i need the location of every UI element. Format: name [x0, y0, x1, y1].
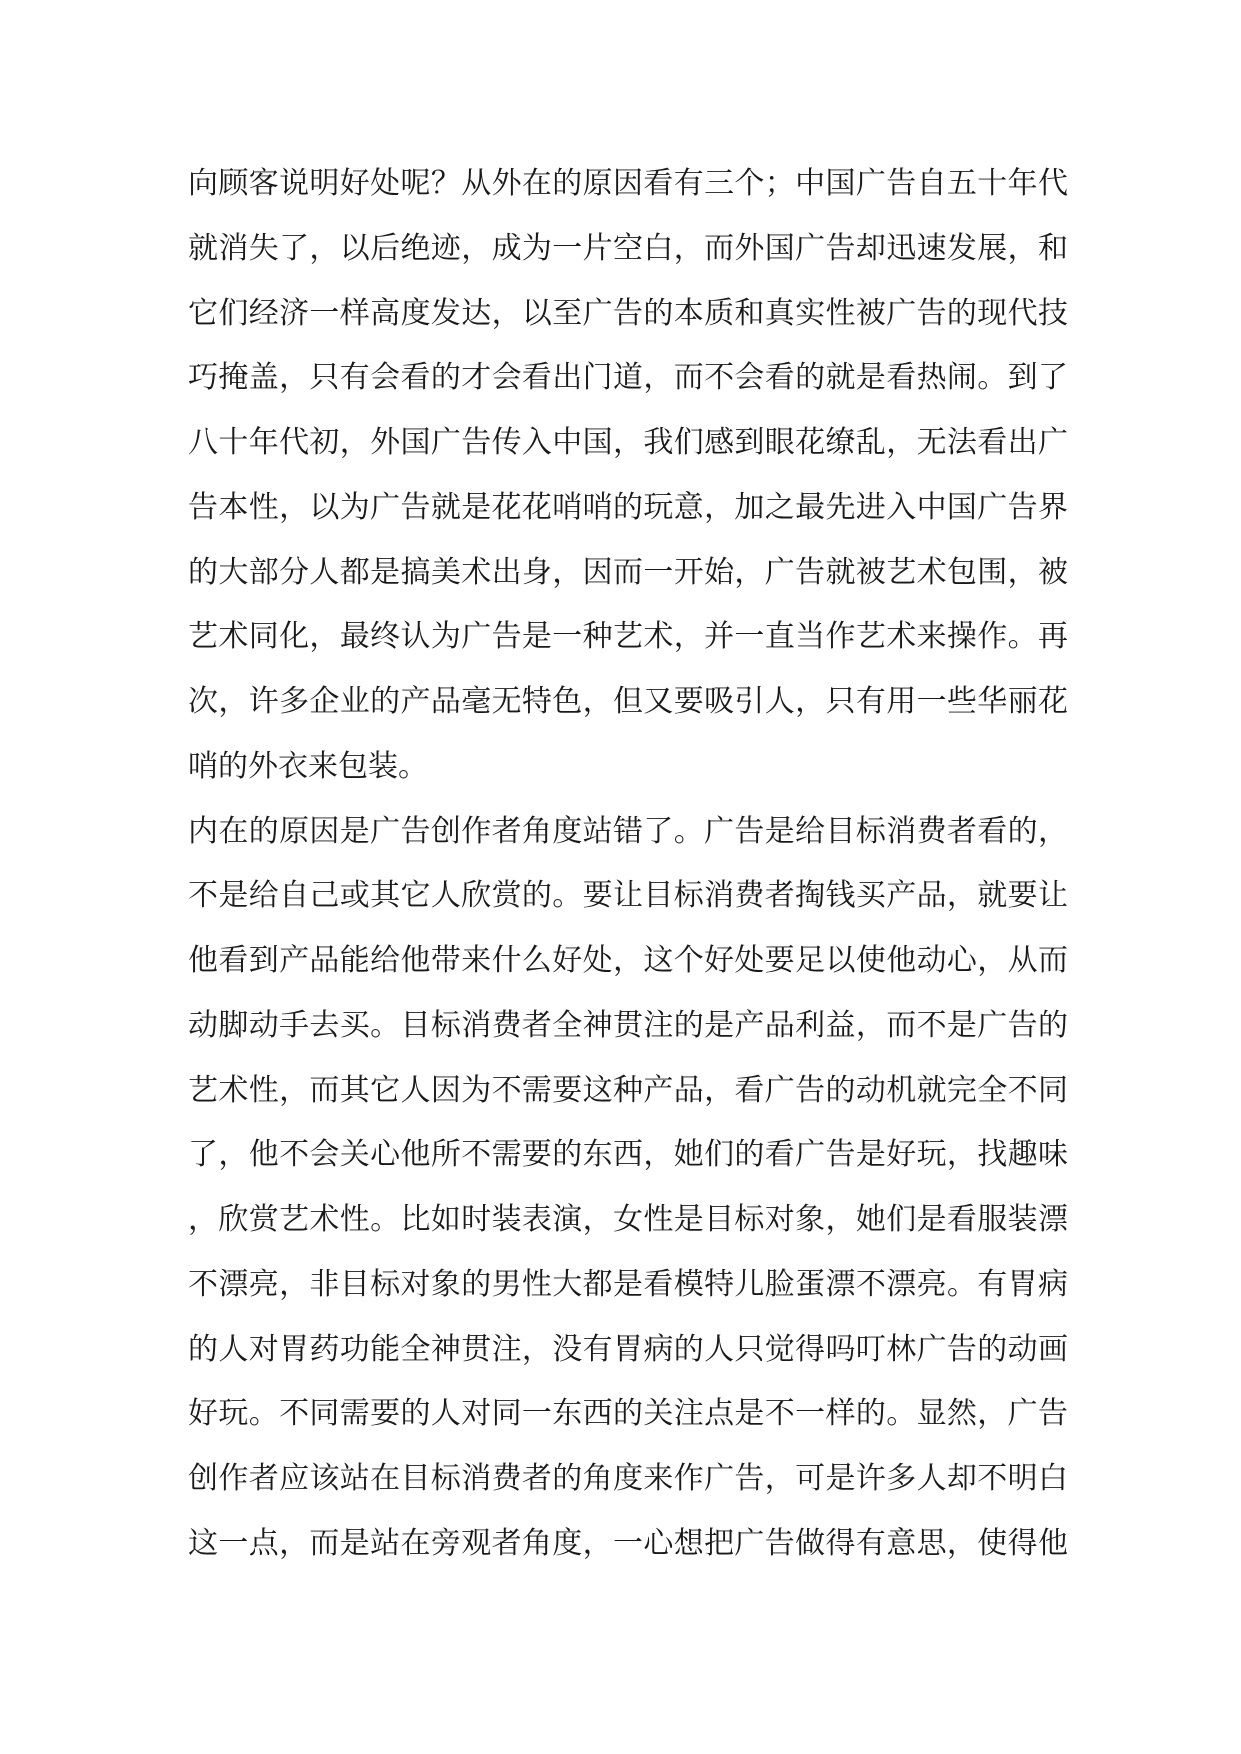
text-line: 不漂亮，非目标对象的男性大都是看模特儿脸蛋漂不漂亮。有胃病: [188, 1266, 1068, 1302]
text-line: 哨的外衣来包装。: [188, 748, 428, 784]
text-line: 的大部分人都是搞美术出身，因而一开始，广告就被艺术包围，被: [188, 554, 1068, 590]
text-line: 创作者应该站在目标消费者的角度来作广告，可是许多人却不明白: [188, 1461, 1068, 1496]
text-line: 动脚动手去买。目标消费者全神贯注的是产品利益，而不是广告的: [188, 1007, 1068, 1043]
text-line: 好玩。不同需要的人对同一东西的关注点是不一样的。显然，广告: [188, 1396, 1068, 1432]
text-line: 就消失了，以后绝迹，成为一片空白，而外国广告却迅速发展，和: [188, 230, 1068, 266]
text-line: 这一点，而是站在旁观者角度，一心想把广告做得有意思，使得他: [188, 1525, 1068, 1561]
text-line: 次，许多企业的产品毫无特色，但又要吸引人，只有用一些华丽花: [188, 684, 1068, 719]
text-line: 艺术同化，最终认为广告是一种艺术，并一直当作艺术来操作。再: [188, 619, 1068, 655]
text-line: 艺术性，而其它人因为不需要这种产品，看广告的动机就完全不同: [188, 1072, 1068, 1108]
paragraph-1: [188, 152, 1068, 800]
body-text: [188, 152, 1068, 1577]
text-line: 了，他不会关心他所不需要的东西，她们的看广告是好玩，找趣味: [188, 1137, 1068, 1173]
text-line: 他看到产品能给他带来什么好处，这个好处要足以使他动心，从而: [188, 943, 1068, 978]
text-line: ，欣赏艺术性。比如时装表演，女性是目标对象，她们是看服装漂: [188, 1202, 1068, 1237]
text-line: 告本性，以为广告就是花花哨哨的玩意，加之最先进入中国广告界: [188, 489, 1068, 525]
text-line: 不是给自己或其它人欣赏的。要让目标消费者掏钱买产品，就要让: [188, 878, 1068, 914]
text-line: 巧掩盖，只有会看的才会看出门道，而不会看的就是看热闹。到了: [188, 360, 1068, 396]
text-line: 内在的原因是广告创作者角度站错了。广告是给目标消费者看的，: [188, 813, 1068, 849]
text-line: 它们经济一样高度发达，以至广告的本质和真实性被广告的现代技: [188, 295, 1068, 331]
text-line: 的人对胃药功能全神贯注，没有胃病的人只觉得吗叮林广告的动画: [188, 1331, 1068, 1367]
paragraph-2: [188, 800, 1068, 1577]
text-line: 八十年代初，外国广告传入中国，我们感到眼花缭乱，无法看出广: [188, 425, 1068, 460]
text-line: 向顾客说明好处呢？从外在的原因看有三个；中国广告自五十年代: [188, 166, 1068, 201]
